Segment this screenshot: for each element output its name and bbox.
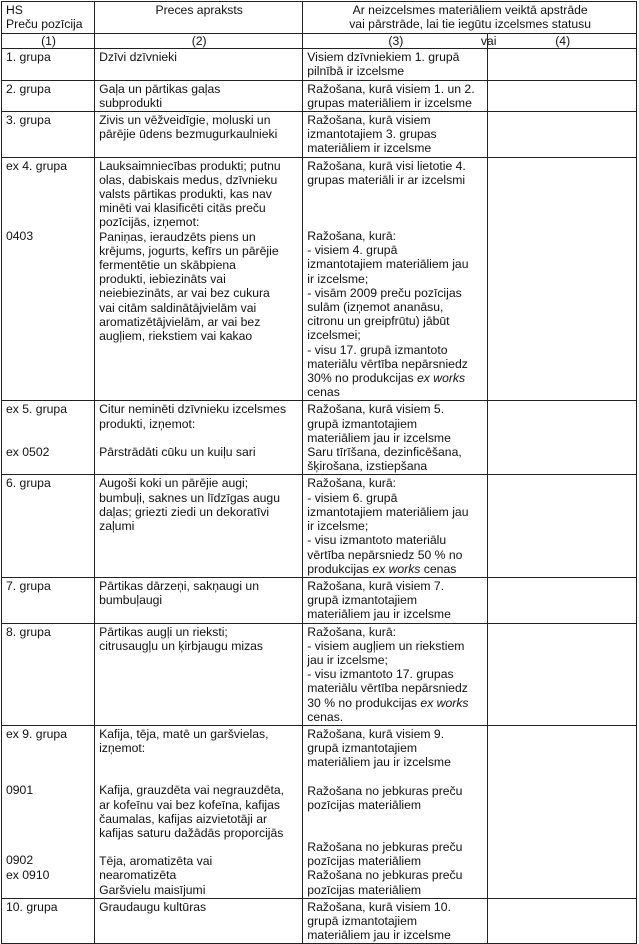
hs-code: ex 0910 <box>6 867 50 882</box>
description-text: valsts pārtikas produkti, kas nav <box>99 187 272 202</box>
description-text: olas, dabiskais medus, dzīvnieku <box>99 172 278 187</box>
description-text: aromatizētājvielām, ar vai bez <box>99 314 261 329</box>
rule-text: izmantotajiem materiāliem jau <box>307 257 469 272</box>
rule-cell <box>303 623 488 725</box>
rule-text: Ražošana, kurā visiem 10. <box>307 899 451 914</box>
rule-text: - visiem 4. grupā <box>307 243 398 258</box>
alt-rule-cell <box>488 898 637 944</box>
description-text: fermentētie un skābpiena <box>99 258 236 273</box>
rule-text: grupā izmantotajiem <box>307 593 418 608</box>
header-processing <box>303 2 637 34</box>
alt-rule-cell <box>488 475 637 577</box>
hs-cell <box>2 623 95 725</box>
column-number-3-cell <box>303 34 497 49</box>
hs-code: 3. grupa <box>6 113 51 128</box>
description-cell <box>95 577 303 623</box>
header-description <box>95 2 303 34</box>
rule-text: pozīcijas materiāliem <box>307 797 422 812</box>
rule-text: grupas materiāli ir ar izcelsmi <box>307 172 466 187</box>
description-text: Tēja, aromatizēta vai <box>99 854 213 869</box>
header-processing-line-2: vai pārstrāde, lai tie iegūtu izcelsmes statusu <box>349 17 592 32</box>
ex-works-term: ex works <box>372 561 421 576</box>
rule-text-line <box>307 371 484 385</box>
hs-code: 0901 <box>6 783 34 798</box>
rule-text: materiālu vērtība nepārsniedz <box>307 356 468 371</box>
rule-text: materiāliem jau ir izcelsme <box>307 430 451 445</box>
rule-text: grupas materiāliem ir izcelsme <box>307 95 472 110</box>
alt-rule-cell <box>488 157 637 401</box>
alt-rule-cell <box>488 623 637 725</box>
header-processing-line-1: Ar neizcelsmes materiāliem veiktā apstrāde <box>352 3 588 17</box>
description-text: bumbuļaugi <box>99 593 163 608</box>
rule-text: vērtība nepārsniedz 50 % no <box>307 547 463 562</box>
rule-text: izmantotajiem 3. grupas <box>307 127 437 142</box>
rule-text: Ražošana, kurā: <box>307 624 397 639</box>
hs-cell <box>2 112 95 158</box>
description-text: Pārstrādāti cūku un kuiļu sari <box>99 444 256 459</box>
rule-text: produkcijas <box>307 561 369 576</box>
rule-text: šķirošana, izstiepšana <box>307 459 428 474</box>
table-row <box>2 725 637 898</box>
rule-text: pilnībā ir izcelsme <box>307 64 405 79</box>
rule-text: cenas <box>423 561 457 576</box>
description-text: Lauksaimniecības produkti; putnu <box>99 158 281 173</box>
alt-rule-cell <box>488 725 637 898</box>
rule-text: - visām 2009 preču pozīcijas <box>307 285 462 300</box>
description-text: Graudaugu kultūras <box>99 899 207 914</box>
table-row <box>2 577 637 623</box>
description-text: ar kofeīnu vai bez kofeīna, kafijas <box>99 797 280 812</box>
description-text: Zivis un vēžveidīgie, moluski un <box>99 113 271 128</box>
rule-text: Ražošana, kurā visi lietotie 4. <box>307 158 466 173</box>
alt-rule-cell <box>488 577 637 623</box>
rule-text: 30 % no produkcijas <box>307 695 418 710</box>
hs-code: 2. grupa <box>6 81 51 96</box>
column-number-row <box>2 34 637 49</box>
rule-text: izmantotajiem materiāliem jau <box>307 504 469 519</box>
description-text: nearomatizēta <box>99 868 177 883</box>
description-text: produkti, izņemot: <box>99 416 196 431</box>
rule-text: grupā izmantotajiem <box>307 913 418 928</box>
hs-code: ex 9. grupa <box>6 726 67 741</box>
rule-cell <box>303 80 488 111</box>
rule-cell <box>303 401 488 475</box>
rule-text: - visu izmantoto 17. grupas <box>307 667 454 682</box>
rule-text: Ražošana, kurā visiem 7. <box>307 578 445 593</box>
hs-cell <box>2 577 95 623</box>
description-cell <box>95 475 303 577</box>
rule-text: Ražošana, kurā visiem 1. un 2. <box>307 81 475 96</box>
rule-text: grupā izmantotajiem <box>307 416 418 431</box>
rule-text: - visu 17. grupā izmantoto <box>307 342 448 357</box>
hs-cell <box>2 401 95 475</box>
description-cell <box>95 49 303 80</box>
rule-cell <box>303 898 488 944</box>
description-text: čaumalas, kafijas aizvietotāji ar <box>99 811 268 826</box>
hs-code: 8. grupa <box>6 624 51 639</box>
hs-code: 6. grupa <box>6 476 51 491</box>
description-text: augļiem, riekstiem vai kakao <box>99 329 253 344</box>
description-text: Dzīvi dzīvnieki <box>99 50 177 65</box>
rule-cell <box>303 112 488 158</box>
rule-text: 30% no produkcijas <box>307 371 414 386</box>
description-text: kafijas saturu dažādās proporcijās <box>99 825 284 840</box>
column-number-2: (2) <box>95 34 303 49</box>
description-text: krējums, jogurts, kefīrs un pārējie <box>99 243 279 258</box>
rule-text: materiāliem jau ir izcelsme <box>307 607 451 622</box>
ex-works-term: ex works <box>420 695 469 710</box>
rule-cell <box>303 577 488 623</box>
description-cell <box>95 80 303 111</box>
table-row <box>2 80 637 111</box>
rule-text: - visu izmantoto materiālu <box>307 533 447 548</box>
rule-text: materiāliem ir izcelsme <box>307 141 432 156</box>
alt-rule-cell <box>488 401 637 475</box>
column-number-1: (1) <box>2 34 95 49</box>
table-row <box>2 898 637 944</box>
header-hs-label: HS <box>6 3 23 17</box>
rule-text: cenas. <box>307 709 344 724</box>
description-cell <box>95 725 303 898</box>
hs-cell <box>2 49 95 80</box>
header-hs-position <box>2 2 95 34</box>
rule-text: Visiem dzīvniekiem 1. grupā <box>307 50 460 65</box>
ex-works-term: ex works <box>417 371 466 386</box>
description-cell <box>95 112 303 158</box>
table-header-row <box>2 2 637 34</box>
rule-text: grupā izmantotajiem <box>307 741 418 756</box>
rule-text: jau ir izcelsme; <box>307 652 388 667</box>
description-text: Augoši koki un pārējie augi; <box>99 476 249 491</box>
rule-text: pozīcijas materiāliem <box>307 854 422 869</box>
origin-rules-table <box>1 1 637 944</box>
alt-rule-cell <box>488 112 637 158</box>
rule-text: materiāliem jau ir izcelsme <box>307 755 451 770</box>
rule-text: materiālu vērtība nepārsniedz <box>307 681 468 696</box>
rule-text: pozīcijas materiāliem <box>307 882 422 897</box>
rule-text: - visiem 6. grupā <box>307 490 398 505</box>
rule-text: Ražošana no jebkuras preču <box>307 783 463 798</box>
description-cell <box>95 157 303 401</box>
description-text: Pārtikas augļi un rieksti; <box>99 624 228 639</box>
hs-cell <box>2 475 95 577</box>
alt-rule-cell <box>488 80 637 111</box>
rule-text: citronu un greipfrūtu) jābūt <box>307 314 450 329</box>
rule-text: Saru tīrīšana, dezinficēšana, <box>307 445 462 460</box>
hs-code: 0902 <box>6 853 34 868</box>
rule-text-line <box>307 562 484 576</box>
description-cell <box>95 623 303 725</box>
table-row <box>2 112 637 158</box>
rule-cell <box>303 49 488 80</box>
hs-cell <box>2 157 95 401</box>
table-row <box>2 49 637 80</box>
rule-text-line <box>307 696 484 710</box>
rule-text: Ražošana no jebkuras preču <box>307 839 463 854</box>
hs-code: 0403 <box>6 228 34 243</box>
table-row <box>2 623 637 725</box>
rule-text: ir izcelsme; <box>307 519 369 534</box>
table-row <box>2 157 637 401</box>
column-number-3: (3) <box>388 34 404 48</box>
rule-text: sulām (izņemot ananāsu, <box>307 300 444 315</box>
description-text: subprodukti <box>99 95 163 110</box>
rule-text: - visiem augļiem un riekstiem <box>307 638 465 653</box>
description-text: pozīcijās, izņemot: <box>99 215 200 230</box>
description-text: Garšvielu maisījumi <box>99 882 206 897</box>
rule-cell <box>303 475 488 577</box>
alt-rule-cell <box>488 49 637 80</box>
hs-code: ex 4. grupa <box>6 158 67 173</box>
rule-text: Ražošana, kurā: <box>307 476 397 491</box>
description-text: citrusaugļu un ķirbjaugu mizas <box>99 638 264 653</box>
description-text: vai citām saldinātājvielām vai <box>99 300 257 315</box>
description-text: Citur neminēti dzīvnieku izcelsmes <box>99 402 287 417</box>
header-description-label: Preces apraksts <box>155 3 243 17</box>
description-text: pārējie ūdens bezmugurkaulnieki <box>99 127 278 142</box>
rule-text: Ražošana, kurā visiem <box>307 113 431 128</box>
rule-text: cenas <box>307 385 340 400</box>
table-row <box>2 401 637 475</box>
rule-text: Ražošana, kurā visiem 5. <box>307 402 445 417</box>
rule-text: Ražošana no jebkuras preču <box>307 868 463 883</box>
description-text: minēti vai klasificēti citās preču <box>99 201 266 216</box>
hs-cell <box>2 80 95 111</box>
rule-text: materiāliem jau ir izcelsme <box>307 928 451 943</box>
hs-code: 7. grupa <box>6 578 51 593</box>
hs-code: ex 5. grupa <box>6 402 67 417</box>
description-text: Kafija, tēja, matē un garšvielas, <box>99 726 269 741</box>
description-text: Pārtikas dārzeņi, sakņaugi un <box>99 578 259 593</box>
header-position-label: Preču pozīcija <box>6 17 83 32</box>
description-text: neiebiezināts, ar vai bez cukura <box>99 286 270 301</box>
or-label: vai <box>480 34 497 48</box>
hs-cell <box>2 725 95 898</box>
description-text: izņemot: <box>99 741 146 756</box>
description-cell <box>95 401 303 475</box>
description-text: daļas; griezti ziedi un dekoratīvi <box>99 504 270 519</box>
hs-code: 10. grupa <box>6 899 58 914</box>
hs-cell <box>2 898 95 944</box>
description-text: Paniņas, ieraudzēts piens un <box>99 229 256 244</box>
description-text: Kafija, grauzdēta vai negrauzdēta, <box>99 783 285 798</box>
hs-code: 1. grupa <box>6 50 51 65</box>
rule-cell <box>303 725 488 898</box>
hs-code: ex 0502 <box>6 444 50 459</box>
description-text: zaļumi <box>99 519 135 534</box>
description-text: Gaļa un pārtikas gaļas <box>99 81 221 96</box>
rule-text: izcelsmei; <box>307 328 361 343</box>
description-text: produkti, iebiezināts vai <box>99 272 226 287</box>
description-cell <box>95 898 303 944</box>
table-row <box>2 475 637 577</box>
rule-text: Ražošana, kurā: <box>307 229 397 244</box>
column-number-4: (4) <box>488 34 637 49</box>
description-text: bumbuļi, saknes un līdzīgas augu <box>99 490 280 505</box>
rule-cell <box>303 157 488 401</box>
rule-text: ir izcelsme; <box>307 271 369 286</box>
rule-text: Ražošana, kurā visiem 9. <box>307 726 445 741</box>
